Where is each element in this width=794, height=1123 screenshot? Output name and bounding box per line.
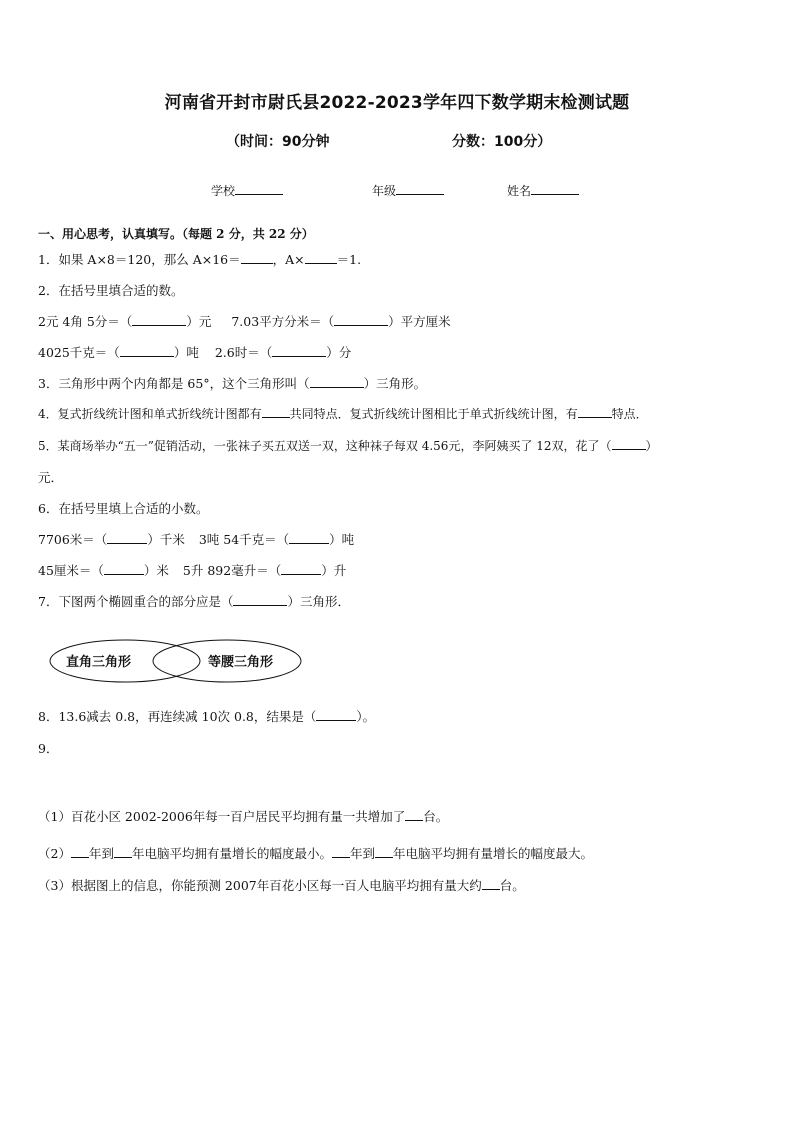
question-4: 4．复式折线统计图和单式折线统计图都有 共同特点．复式折线统计图相比于单式折线统计图，有 特点． [38,407,648,421]
question-9-part-2: （2） 年到 年电脑平均拥有量增长的幅度最小。 年到 年电脑平均拥有量增长的幅度最大。 [38,846,594,861]
answer-blank[interactable] [241,251,273,264]
answer-blank[interactable] [310,375,364,388]
answer-blank[interactable] [107,531,147,544]
grade-field[interactable] [372,182,444,199]
question-9-part-1: （1）百花小区 2002-2006年每一百户居民平均拥有量一共增加了 台。 [38,809,449,824]
answer-blank[interactable] [612,437,646,450]
question-2-line-1: 2元 4角 5分＝（ ）元 7.03平方分米＝（ ）平方厘米 [38,314,451,329]
school-field[interactable] [211,182,283,199]
answer-blank[interactable] [334,313,388,326]
name-label: 姓名 [507,184,532,198]
school-blank[interactable] [235,182,283,195]
answer-blank[interactable] [375,845,393,858]
name-field[interactable] [507,182,579,199]
answer-blank[interactable] [405,808,423,821]
answer-blank[interactable] [132,313,186,326]
answer-blank[interactable] [305,251,337,264]
question-5-unit: 元． [38,470,64,485]
question-6-line-1: 7706米＝（ ）千米 3吨 54千克＝（ ）吨 [38,532,355,547]
grade-blank[interactable] [396,182,444,195]
name-blank[interactable] [531,182,579,195]
right-ellipse-label: 等腰三角形 [208,655,274,670]
question-6-intro: 6．在括号里填上合适的小数。 [38,501,209,516]
answer-blank[interactable] [71,845,89,858]
question-2-line-2: 4025千克＝（ ）吨 2.6时＝（ ）分 [38,345,352,360]
exam-time: （时间：90分钟 [226,134,330,150]
page-title: 河南省开封市尉氏县2022-2023学年四下数学期末检测试题 [164,93,630,113]
question-8: 8．13.6减去 0.8，再连续减 10次 0.8，结果是（ ）。 [38,709,376,724]
answer-blank[interactable] [272,344,326,357]
question-3: 3．三角形中两个内角都是 65°，这个三角形叫（ ）三角形。 [38,376,427,391]
question-6-line-2: 45厘米＝（ ）米 5升 892毫升＝（ ）升 [38,563,347,578]
answer-blank[interactable] [332,845,350,858]
answer-blank[interactable] [233,593,287,606]
answer-blank[interactable] [120,344,174,357]
school-label: 学校 [211,184,236,198]
question-1: 1．如果 A×8＝120，那么 A×16＝ ，A× ＝1. [38,252,362,267]
answer-blank[interactable] [289,531,329,544]
question-7: 7．下图两个椭圆重合的部分应是（ ）三角形． [38,594,350,609]
question-9-number: 9． [38,741,59,756]
grade-label: 年级 [372,184,397,198]
answer-blank[interactable] [578,405,612,418]
answer-blank[interactable] [262,405,290,418]
question-2-intro: 2．在括号里填合适的数。 [38,283,184,298]
exam-score: 分数：100分） [452,134,552,150]
question-5: 5．某商场举办“五一”促销活动，一张袜子买五双送一双，这种袜子每双 4.56元，李阿姨买了 12双，花了（ ） [38,439,658,453]
answer-blank[interactable] [316,708,356,721]
answer-blank[interactable] [114,845,132,858]
left-ellipse-label: 直角三角形 [66,655,132,670]
answer-blank[interactable] [104,562,144,575]
answer-blank[interactable] [281,562,321,575]
question-9-part-3: （3）根据图上的信息，你能预测 2007年百花小区每一百人电脑平均拥有量大约 台。 [38,878,525,893]
answer-blank[interactable] [482,877,500,890]
section-heading: 一、用心思考，认真填写。（每题 2 分，共 22 分） [38,227,314,241]
